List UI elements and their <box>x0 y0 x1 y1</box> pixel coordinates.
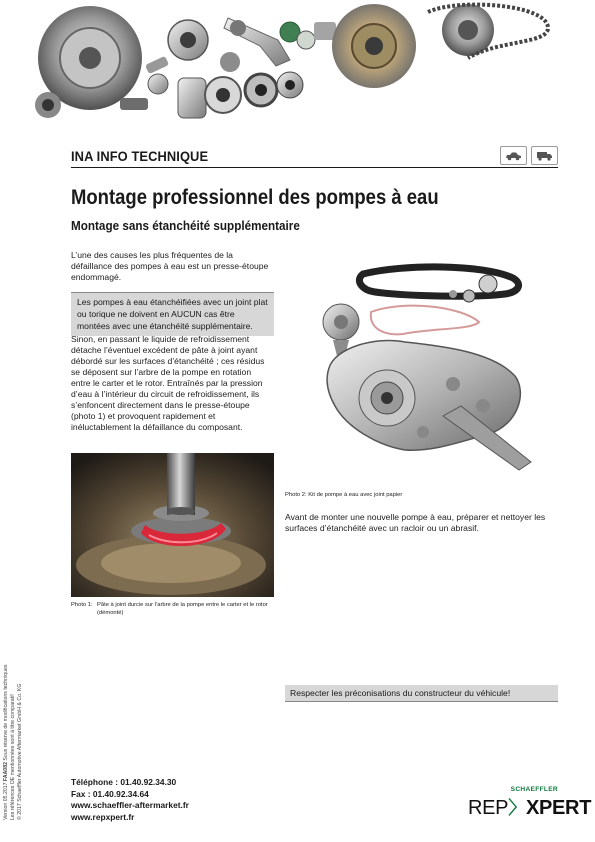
repxpert-logo: REP〉XPERT <box>468 797 592 819</box>
photo1-caption-number: Photo 1: <box>71 602 93 608</box>
photo1-caption-text: Pâte à joint durcie sur l’arbre de la pompe entre le carter et le rotor (démonté) <box>97 602 268 616</box>
page-subtitle: Montage sans étanchéité supplémentaire <box>71 218 300 233</box>
notice-box: Les pompes à eau étanchéifiées avec un joint plat ou torique ne doivent en AUCUN cas être montées avec une étanchéité supplémentaire. <box>71 292 274 336</box>
copyright-line: © 2017 Schaeffler Automotive Aftermarket GmbH & Co. KG <box>17 683 23 820</box>
car-icon <box>505 151 522 161</box>
fax-number: Fax : 01.40.92.34.64 <box>71 788 149 799</box>
header-parts-banner <box>28 0 568 132</box>
contact-block <box>71 777 189 823</box>
instructions-paragraph: Avant de monter une nouvelle pompe à eau, préparer et nettoyer les surfaces d’étanchéité avec un racloir ou un abrasif. <box>285 512 546 533</box>
page-title: Montage professionnel des pompes à eau <box>71 186 439 209</box>
body-paragraph: Sinon, en passant le liquide de refroidissement détache l’éventuel excédent de pâte à joint ayant débordé sur les surfaces d’étanchéité ; ces résidus se déposent sur l’arbre de la pompe en rotation entre le carter et le rotor. Entraînés par la pression d’eau à l’intérieur du circuit de refroidissement, ils s’enfoncent directement dans le presse-étoupe (photo 1) et provoquent rapidement et inéluctablement la défaillance du composant. <box>71 334 265 432</box>
photo-shaft-residue <box>71 453 274 597</box>
version-line: Version 05.2017 FAA082 Sous réserve de modifications techniques <box>3 664 9 820</box>
oe-reference-note: Les références OE mentionnées sont à titre comparatif <box>10 694 16 820</box>
intro-paragraph: L’une des causes les plus fréquentes de la défaillance des pompes à eau est un presse-étoupe endommagé. <box>71 250 269 282</box>
version-code: FAA082 <box>3 762 9 782</box>
document-type-heading: INA INFO TECHNIQUE <box>71 148 209 164</box>
legal-sidebar <box>3 620 24 820</box>
parts-collage-image <box>28 0 568 132</box>
commercial-vehicle-button[interactable] <box>531 146 558 165</box>
schaeffler-wordmark: SCHAEFFLER <box>510 786 558 793</box>
chevron-icon: 〉 <box>508 798 526 818</box>
passenger-car-button[interactable] <box>500 146 527 165</box>
website-link-repxpert[interactable]: www.repxpert.fr <box>71 811 135 822</box>
photo1-caption <box>71 601 274 617</box>
header-divider <box>71 167 558 168</box>
website-link-aftermarket[interactable]: www.schaeffler-aftermarket.fr <box>71 800 189 810</box>
photo2-caption: Photo 2: Kit de pompe à eau avec joint papier <box>285 492 403 498</box>
brand-logo <box>468 786 592 822</box>
manufacturer-warning: Respecter les préconisations du constructeur du véhicule! <box>285 685 558 702</box>
phone-number: Téléphone : 01.40.92.34.30 <box>71 777 177 787</box>
photo-water-pump-kit <box>283 256 559 482</box>
truck-icon <box>536 151 553 161</box>
